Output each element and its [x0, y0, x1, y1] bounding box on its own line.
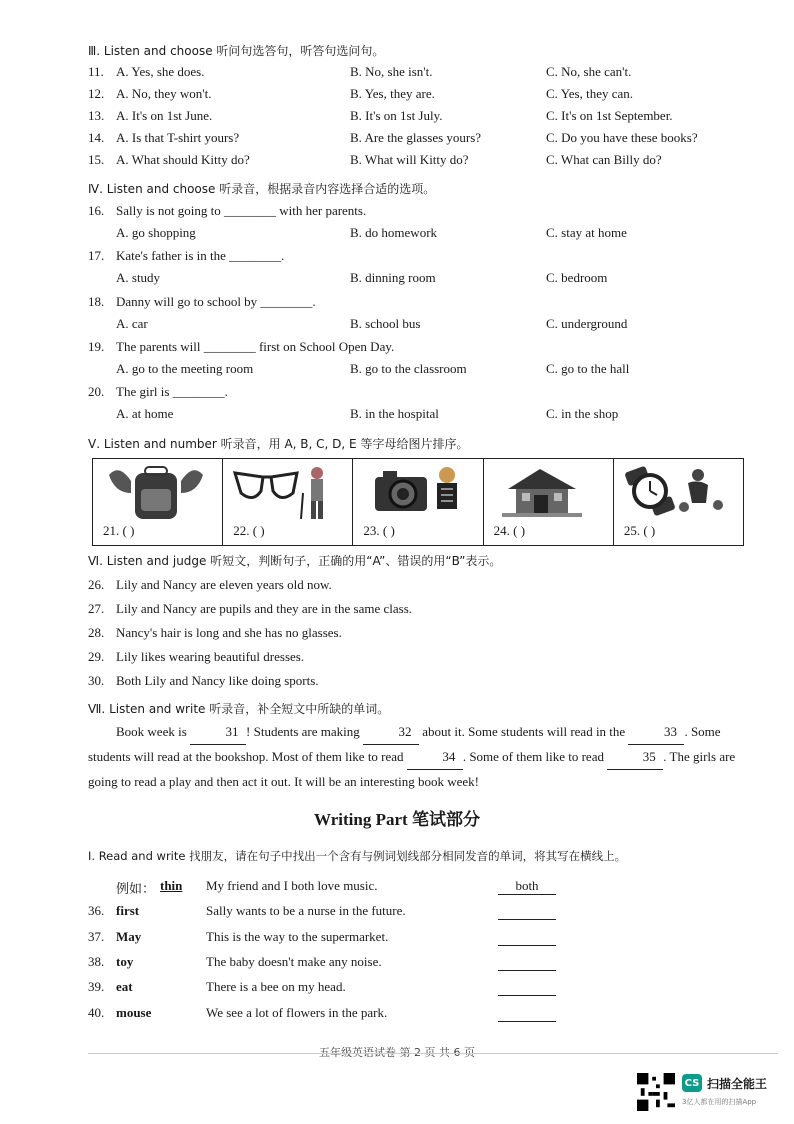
option-c[interactable]: C. bedroom: [546, 270, 608, 285]
brand-tagline: 3亿人都在用的扫描App: [682, 1098, 757, 1106]
option-c[interactable]: C. underground: [546, 316, 628, 331]
sentence: The baby doesn't make any noise.: [206, 954, 382, 969]
section-3-title: Ⅲ. Listen and choose 听问句选答句，听答句选问句。: [88, 44, 385, 58]
sentence: This is the way to the supermarket.: [206, 929, 389, 944]
blank-34[interactable]: 34: [407, 745, 463, 770]
option-c[interactable]: C. Do you have these books?: [546, 130, 698, 145]
answer-22[interactable]: 22. ( ): [233, 523, 265, 538]
statement-row: 29. Lily likes wearing beautiful dresses.: [88, 649, 305, 664]
sentence: We see a lot of flowers in the park.: [206, 1005, 388, 1020]
question-text: Sally is not going to ________ with her parents.: [116, 203, 367, 218]
example-word: mouse: [116, 1005, 152, 1020]
answer-blank[interactable]: [498, 954, 556, 971]
sentence: Sally wants to be a nurse in the future.: [206, 903, 406, 918]
scanner-brand: [682, 1074, 767, 1092]
answer-blank[interactable]: [498, 1005, 556, 1022]
writing-section-1-title: Ⅰ. Read and write 找朋友，请在句子中找出一个含有与例词划线部分相同发音的单词，将其写在横线上。: [88, 849, 627, 863]
example-word: eat: [116, 979, 133, 994]
option-a[interactable]: A. What should Kitty do?: [116, 152, 250, 167]
option-c[interactable]: C. No, she can't.: [546, 64, 632, 79]
option-c[interactable]: C. Yes, they can.: [546, 86, 634, 101]
option-a[interactable]: A. go to the meeting room: [116, 361, 254, 376]
picture-21: [93, 459, 223, 545]
answer-blank[interactable]: [498, 979, 556, 996]
statement-text: Lily and Nancy are eleven years old now.: [116, 577, 332, 592]
example-answer: both: [498, 878, 556, 895]
word-row: 37. May This is the way to the supermarket.: [88, 929, 748, 949]
answer-24[interactable]: 24. ( ): [493, 523, 526, 538]
picture-strip: [92, 458, 744, 546]
option-b[interactable]: B. in the hospital: [350, 406, 439, 421]
question-row: 14. A. Is that T-shirt yours? B. Are the glasses yours? C. Do you have these books?: [88, 130, 698, 145]
option-c[interactable]: C. stay at home: [546, 225, 627, 240]
question-row: 11. A. Yes, she does. B. No, she isn't. C. No, she can't.: [88, 64, 632, 79]
word-row: 40. mouse We see a lot of flowers in the park.: [88, 1005, 748, 1025]
section-4-title: Ⅳ. Listen and choose 听录音，根据录音内容选择合适的选项。: [88, 182, 436, 196]
option-b[interactable]: B. do homework: [350, 225, 438, 240]
question-row: 18. Danny will go to school by ________.: [88, 294, 316, 309]
answer-25[interactable]: 25. ( ): [623, 523, 656, 538]
glasses-icon: [231, 463, 341, 521]
word-row: 39. eat There is a bee on my head.: [88, 979, 748, 999]
blank-35[interactable]: 35: [607, 745, 663, 770]
option-a[interactable]: A. No, they won't.: [116, 86, 212, 101]
option-a[interactable]: A. Is that T-shirt yours?: [116, 130, 240, 145]
statement-text: Both Lily and Nancy like doing sports.: [116, 673, 319, 688]
cs-logo-icon: CS: [682, 1074, 702, 1092]
picture-25: [614, 459, 743, 545]
option-b[interactable]: B. go to the classroom: [350, 361, 467, 376]
question-row: 16. Sally is not going to ________ with her parents.: [88, 203, 367, 218]
option-a[interactable]: A. study: [116, 270, 161, 285]
option-c[interactable]: C. What can Billy do?: [546, 152, 662, 167]
question-row: 13. A. It's on 1st June. B. It's on 1st July. C. It's on 1st September.: [88, 108, 673, 123]
option-b[interactable]: B. school bus: [350, 316, 421, 331]
question-text: The girl is ________.: [116, 384, 228, 399]
option-a[interactable]: A. go shopping: [116, 225, 196, 240]
statement-row: 30. Both Lily and Nancy like doing sports.: [88, 673, 319, 688]
option-c[interactable]: C. go to the hall: [546, 361, 630, 376]
blank-31[interactable]: 31: [190, 720, 246, 745]
section-6-title: Ⅵ. Listen and judge 听短文，判断句子，正确的用“A”、错误的用“B”表示。: [88, 554, 502, 568]
word-row: 38. toy The baby doesn't make any noise.: [88, 954, 748, 974]
question-row: 12. A. No, they won't. B. Yes, they are. C. Yes, they can.: [88, 86, 634, 101]
statement-text: Nancy's hair is long and she has no glasses.: [116, 625, 342, 640]
option-b[interactable]: B. dinning room: [350, 270, 436, 285]
writing-part-heading: Writing Part 笔试部分: [314, 810, 480, 829]
section-7-title: Ⅶ. Listen and write 听录音，补全短文中所缺的单词。: [88, 702, 390, 716]
example-word: May: [116, 929, 142, 944]
backpack-icon: [101, 463, 211, 521]
statement-text: Lily and Nancy are pupils and they are in the same class.: [116, 601, 413, 616]
brand-name: 扫描全能王: [707, 1076, 768, 1091]
answer-23[interactable]: 23. ( ): [363, 523, 395, 538]
example-word: toy: [116, 954, 134, 969]
question-text: The parents will ________ first on School Open Day.: [116, 339, 395, 354]
picture-23: [353, 459, 483, 545]
blank-32[interactable]: 32: [363, 720, 419, 745]
word-row: 36. first Sally wants to be a nurse in the future.: [88, 903, 748, 923]
question-row: 15. A. What should Kitty do? B. What will Kitty do? C. What can Billy do?: [88, 152, 662, 167]
answer-blank[interactable]: [498, 903, 556, 920]
statement-text: Lily likes wearing beautiful dresses.: [116, 649, 305, 664]
statement-row: 26. Lily and Nancy are eleven years old now.: [88, 577, 332, 592]
example-word: first: [116, 903, 140, 918]
fill-in-passage: Book week is 31 ! Students are making 32 about it. Some students will read in the 33 . Some students will read at the bookshop. Most of them like to read 34 . Some of them like to read 35 . The girls are going to read a play and then act it out. It will be an interesting book week!: [88, 720, 760, 794]
qr-code-icon: [637, 1073, 675, 1111]
option-b[interactable]: B. Are the glasses yours?: [350, 130, 482, 145]
option-a[interactable]: A. at home: [116, 406, 174, 421]
picture-24: [484, 459, 614, 545]
page-footer: 五年级英语试卷 第 2 页 共 6 页: [319, 1046, 475, 1059]
question-row: 17. Kate's father is in the ________.: [88, 248, 285, 263]
picture-22: [223, 459, 353, 545]
sentence: There is a bee on my head.: [206, 979, 346, 994]
option-a[interactable]: A. car: [116, 316, 148, 331]
answer-blank[interactable]: [498, 929, 556, 946]
question-text: Kate's father is in the ________.: [116, 248, 285, 263]
house-icon: [492, 463, 602, 521]
question-row: 20. The girl is ________.: [88, 384, 228, 399]
example-row: 例如： thin My friend and I both love music. both: [88, 878, 748, 898]
statement-row: 27. Lily and Nancy are pupils and they are in the same class.: [88, 601, 413, 616]
camera-icon: [361, 463, 471, 521]
question-text: Danny will go to school by ________.: [116, 294, 316, 309]
option-a[interactable]: A. Yes, she does.: [116, 64, 205, 79]
footer-divider: [88, 1053, 778, 1054]
option-c[interactable]: C. in the shop: [546, 406, 619, 421]
statement-row: 28. Nancy's hair is long and she has no glasses.: [88, 625, 342, 640]
option-b[interactable]: B. It's on 1st July.: [350, 108, 443, 123]
watch-icon: [622, 463, 732, 521]
question-row: 19. The parents will ________ first on School Open Day.: [88, 339, 395, 354]
option-a[interactable]: A. It's on 1st June.: [116, 108, 213, 123]
option-b[interactable]: B. Yes, they are.: [350, 86, 435, 101]
answer-21[interactable]: 21. ( ): [103, 523, 135, 538]
option-b[interactable]: B. No, she isn't.: [350, 64, 433, 79]
option-b[interactable]: B. What will Kitty do?: [350, 152, 469, 167]
section-5-title: Ⅴ. Listen and number 听录音，用 A, B, C, D, E 等字母给图片排序。: [88, 437, 469, 451]
option-c[interactable]: C. It's on 1st September.: [546, 108, 673, 123]
blank-33[interactable]: 33: [628, 720, 684, 745]
